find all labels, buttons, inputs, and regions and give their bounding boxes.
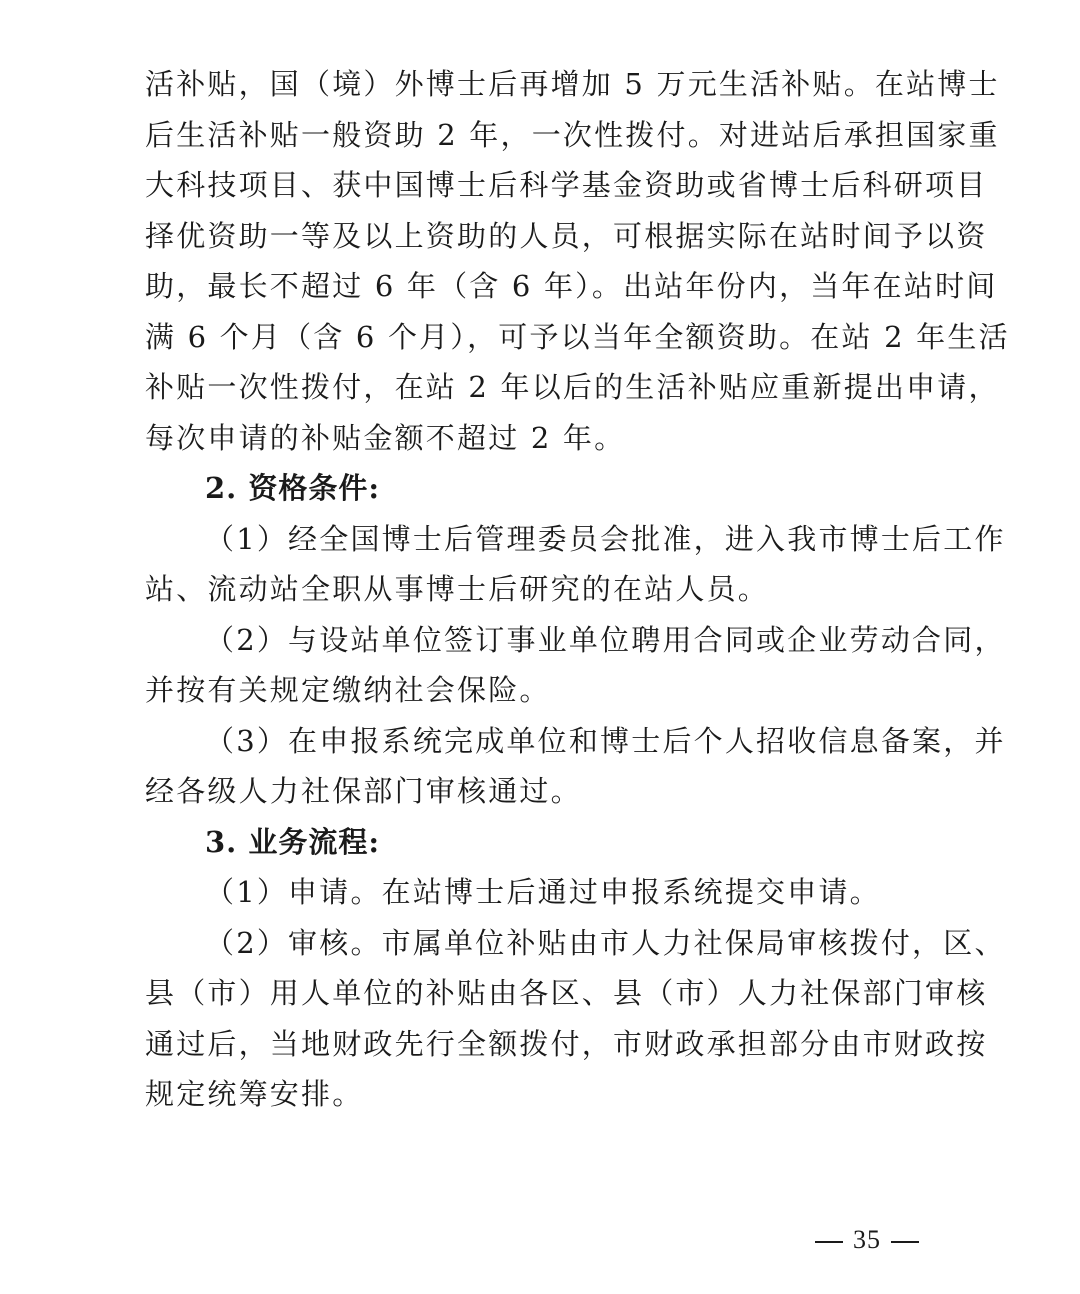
paragraph-line: 择优资助一等及以上资助的人员，可根据实际在站时间予以资 bbox=[145, 218, 988, 253]
paragraph-line: 后生活补贴一般资助 2 年，一次性拨付。对进站后承担国家重 bbox=[145, 117, 1000, 152]
page-number: 35 bbox=[853, 1225, 881, 1254]
list-item-line: 通过后，当地财政先行全额拨付，市财政承担部分由市财政按 bbox=[145, 1026, 988, 1061]
page-number-footer bbox=[805, 1225, 929, 1255]
footer-dash-left bbox=[815, 1241, 843, 1243]
section-heading-process: 3. 业务流程: bbox=[205, 824, 381, 859]
section-heading-qualifications: 2. 资格条件: bbox=[205, 471, 381, 505]
list-item-line: （1）经全国博士后管理委员会批准，进入我市博士后工作 bbox=[205, 521, 1006, 556]
list-item-line: （3）在申报系统完成单位和博士后个人招收信息备案，并 bbox=[205, 723, 1006, 758]
list-item-line: 站、流动站全职从事博士后研究的在站人员。 bbox=[145, 572, 770, 606]
list-item-line: 经各级人力社保部门审核通过。 bbox=[145, 774, 582, 808]
footer-dash-right bbox=[891, 1241, 919, 1243]
list-item-line: 规定统筹安排。 bbox=[145, 1077, 364, 1111]
paragraph-line: 补贴一次性拨付，在站 2 年以后的生活补贴应重新提出申请， bbox=[145, 370, 1000, 404]
list-item-line: 并按有关规定缴纳社会保险。 bbox=[145, 673, 551, 707]
paragraph-line: 满 6 个月（含 6 个月），可予以当年全额资助。在站 2 年生活 bbox=[145, 319, 1010, 354]
list-item-line: 县（市）用人单位的补贴由各区、县（市）人力社保部门审核 bbox=[145, 976, 988, 1010]
paragraph-line: 活补贴，国（境）外博士后再增加 5 万元生活补贴。在站博士 bbox=[145, 67, 1000, 101]
paragraph-line: 每次申请的补贴金额不超过 2 年。 bbox=[145, 420, 626, 455]
paragraph-line: 助，最长不超过 6 年（含 6 年）。出站年份内，当年在站时间 bbox=[145, 269, 998, 303]
document-body bbox=[145, 59, 1010, 1120]
list-item-line: （1）申请。在站博士后通过申报系统提交申请。 bbox=[205, 875, 881, 909]
list-item-line: （2）与设站单位签订事业单位聘用合同或企业劳动合同， bbox=[205, 622, 1006, 657]
paragraph-line: 大科技项目、获中国博士后科学基金资助或省博士后科研项目 bbox=[145, 168, 988, 202]
list-item-line: （2）审核。市属单位补贴由市人力社保局审核拨付，区、 bbox=[205, 925, 1006, 960]
